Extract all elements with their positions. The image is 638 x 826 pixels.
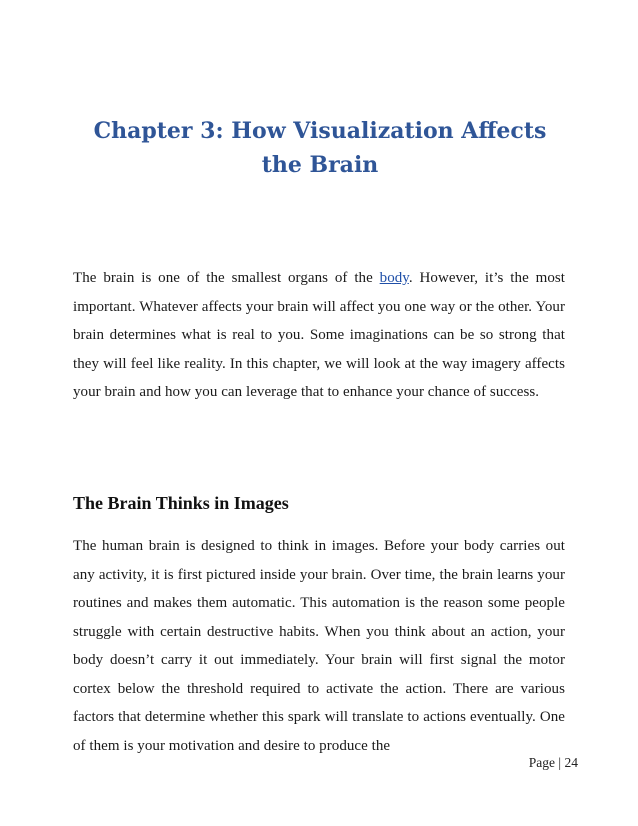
chapter-title xyxy=(60,114,580,182)
body-link[interactable]: body xyxy=(379,270,409,286)
chapter-title-line-2: the Brain xyxy=(261,152,379,178)
intro-paragraph xyxy=(73,264,565,407)
intro-text-end: . However, it’s the most important. Whatever affects your brain will affect you one way or the other. Your brain determines what is real to you. Some imaginations can be so strong that they will feel like reality. In this chapter, we will look at the way imagery affects your brain and how you can leverage that to enhance your chance of success. xyxy=(73,270,565,400)
chapter-title-line-1: Chapter 3: How Visualization Affects xyxy=(93,118,547,144)
intro-text-start: The brain is one of the smallest organs of the xyxy=(73,270,380,286)
page-number: Page | 24 xyxy=(528,755,578,770)
section-heading: The Brain Thinks in Images xyxy=(73,493,289,513)
section-body-paragraph: The human brain is designed to think in images. Before your body carries out any activity, it is first pictured inside your brain. Over time, the brain learns your routines and makes them automatic. This automation is the reason some people struggle with certain destructive habits. When you think about an action, your body doesn’t carry it out immediately. Your brain will first signal the motor cortex below the threshold required to activate the action. There are various factors that determine whether this spark will translate to actions eventually. One of them is your motivation and desire to produce the xyxy=(73,538,565,754)
